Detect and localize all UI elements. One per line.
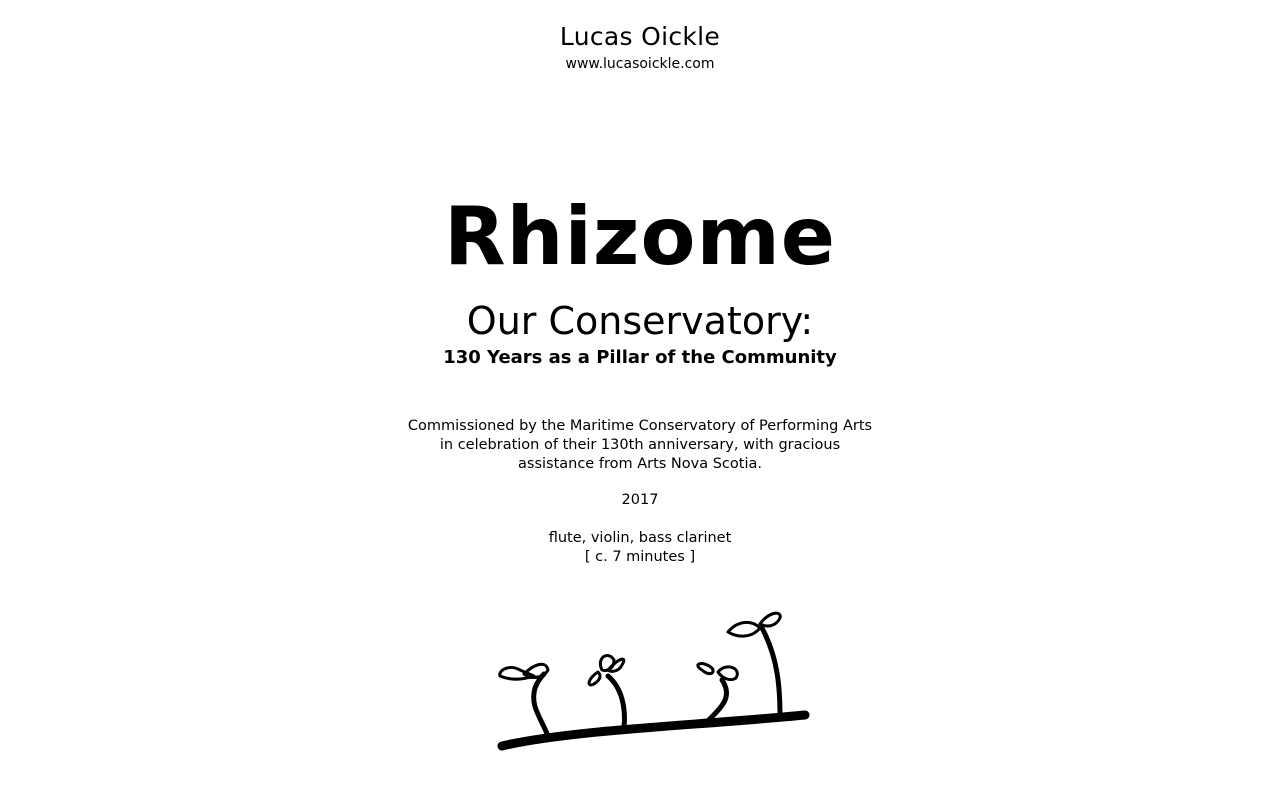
composer-name: Lucas Oickle <box>559 22 721 51</box>
duration: [ c. 7 minutes ] <box>584 549 696 565</box>
work-subtitle: Our Conservatory: <box>466 299 814 343</box>
commission-note <box>0 417 1280 474</box>
work-subsubtitle: 130 Years as a Pillar of the Community <box>443 347 837 368</box>
work-title: Rhizome <box>443 190 837 283</box>
rhizome-sprouts-icon <box>490 598 815 758</box>
commission-line: Commissioned by the Maritime Conservatory of Performing Arts <box>407 418 873 434</box>
instrumentation-block <box>0 529 1280 567</box>
instrumentation: flute, violin, bass clarinet <box>548 530 732 546</box>
commission-line: in celebration of their 130th anniversary, with gracious <box>439 437 841 453</box>
composer-website: www.lucasoickle.com <box>565 56 715 72</box>
commission-line: assistance from Arts Nova Scotia. <box>518 456 762 472</box>
composition-year: 2017 <box>621 492 659 508</box>
